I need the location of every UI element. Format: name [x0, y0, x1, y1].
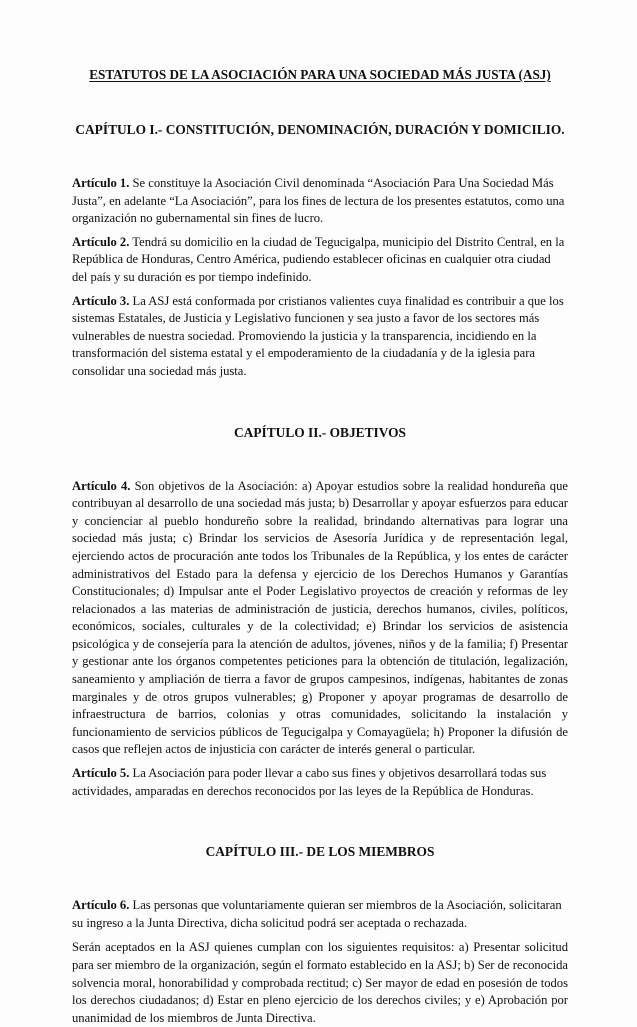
- article-text: La Asociación para poder llevar a cabo sus fines y objetivos desarrollará todas sus actividades, amparadas en derechos reconocidos por las leyes de la República de Honduras.: [72, 766, 547, 798]
- chapter-heading: CAPÍTULO II.- OBJETIVOS: [234, 424, 406, 440]
- chapter-1: [72, 121, 568, 381]
- chapter-3: [72, 843, 568, 1027]
- article-text: La ASJ está conformada por cristianos valientes cuya finalidad es contribuir a que los sistemas Estatales, de Justicia y Legislativo funcionen y sea justo a favor de los sectores más vulnerables de nuestra sociedad. Promoviendo la justicia y la transparencia, incidiendo en la transformación del sistema estatal y el empoderamiento de la ciudadanía y de la iglesia para consolidar una sociedad más justa.: [72, 293, 564, 378]
- chapter-2: [72, 424, 568, 801]
- article-label: Artículo 4.: [72, 478, 131, 493]
- chapter-heading: CAPÍTULO I.- CONSTITUCIÓN, DENOMINACIÓN, DURACIÓN Y DOMICILIO.: [75, 122, 565, 137]
- article-text: Tendrá su domicilio en la ciudad de Tegucigalpa, municipio del Distrito Central, en la República de Honduras, Centro América, pudiendo establecer oficinas en cualquier otra ciudad del país y su duración es por tiempo indefinido.: [72, 234, 565, 284]
- article-4: [72, 478, 568, 760]
- membership-requirements: Serán aceptados en la ASJ quienes cumplan con los siguientes requisitos: a) Presentar solicitud para ser miembro de la organización, según el formato establecido en la ASJ; b) Ser de reconocida solvencia moral, honorabilidad y comprobada rectitud; c) Ser mayor de edad en posesión de todos los derechos ciudadanos; d) Estar en pleno ejercicio de los derechos civiles; y e) Aprobación por unanimidad de los miembros de Junta Directiva.: [72, 940, 568, 1025]
- article-label: Artículo 5.: [72, 766, 130, 781]
- article-text: Se constituye la Asociación Civil denominada “Asociación Para Una Sociedad Más Justa”, en adelante “La Asociación”, para los fines de lectura de los presentes estatutos, como una organización no gubernamental sin fines de lucro.: [72, 176, 565, 226]
- article-label: Artículo 3.: [72, 293, 130, 308]
- article-label: Artículo 1.: [72, 176, 130, 190]
- article-3: [72, 293, 568, 381]
- article-text: Las personas que voluntariamente quieran ser miembros de la Asociación, solicitaran su ingreso a la Junta Directiva, dicha solicitud podrá ser aceptada o rechazada.: [72, 898, 562, 930]
- article-2: [72, 234, 568, 287]
- article-text: Son objetivos de la Asociación: a) Apoyar estudios sobre la realidad hondureña que contribuyan al desarrollo de una sociedad más justa; b) Desarrollar y apoyar esfuerzos para educar y concienciar al pueblo hondureño sobre la realidad, brindando alternativas para lograr una sociedad más justa; c) Brindar los servicios de Asesoría Jurídica y de representación legal, ejerciendo actos de procuración ante todos los Tribunales de la República, y los entes de carácter administrativos del Estado para la defensa y ejercicio de los Derechos Humanos y Garantías Constitucionales; d) Impulsar ante el Poder Legislativo proyectos de creación y reformas de ley relacionados a las materias de administración de justicia, derechos humanos, civiles, políticos, económicos, sociales, culturales y de la colectividad; e) Brindar los servicios de asistencia psicológica y de consejería para la atención de adultos, jóvenes, niños y de la familia; f) Presentar y gestionar ante los órganos competentes peticiones para la obtención de titulación, legalización, saneamiento y ampliación de tierra a favor de grupos campesinos, indígenas, habitantes de zonas marginales y de otros grupos vulnerables; g) Proponer y apoyar programas de desarrollo de infraestructura de barrios, colonias y otras comunidades, solicitando la instalación y funcionamiento de servicios públicos de Tegucigalpa y Comayagüela; h) Proponer la difusión de casos que reflejen actos de injusticia con carácter de interés general o particular.: [72, 478, 568, 757]
- article-6: [72, 897, 568, 932]
- article-label: Artículo 6.: [72, 898, 130, 913]
- article-1: [72, 175, 568, 228]
- article-5: [72, 765, 568, 800]
- chapter-heading: CAPÍTULO III.- DE LOS MIEMBROS: [205, 844, 435, 860]
- document-title: ESTATUTOS DE LA ASOCIACIÓN PARA UNA SOCIEDAD MÁS JUSTA (ASJ): [89, 67, 551, 82]
- article-label: Artículo 2.: [72, 234, 130, 249]
